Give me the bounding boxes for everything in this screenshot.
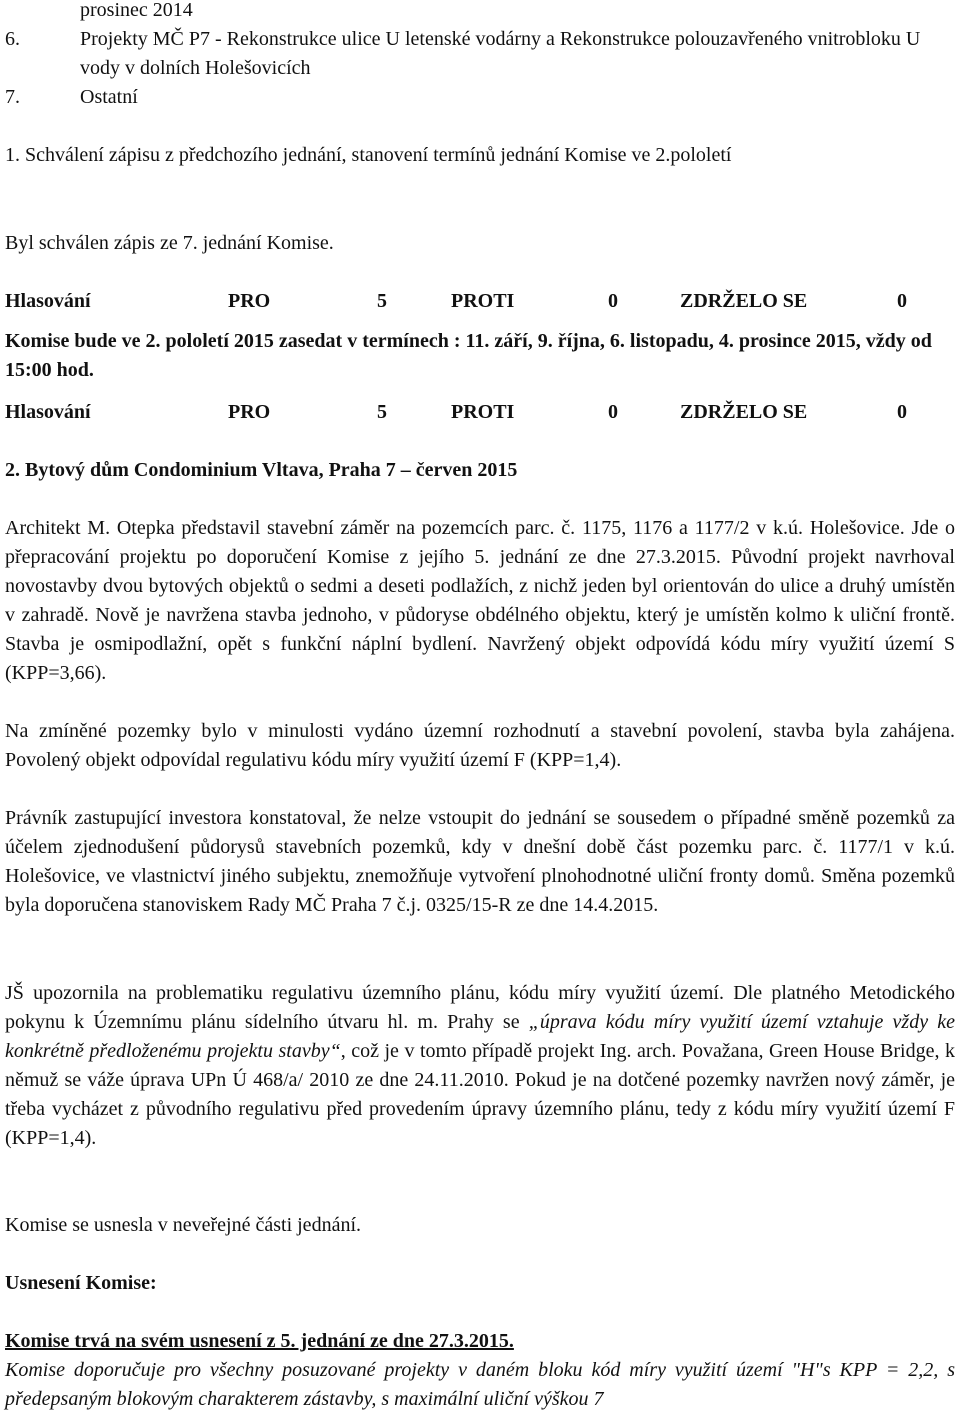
agenda-item-number: 6. xyxy=(5,28,20,50)
paragraph-lawyer: Právník zastupující investora konstatoval, že nelze vstoupit do jednání se sousedem o případné směně pozemků za účelem zjednodušení půdorysů stavebních pozemků, kdy v dnešní době část pozemku parc. č. 1177/1 v k.ú. Holešovice, ve vlastnictví jiného subjektu, znemožňuje vytvoření plnohodnotné uliční fronty domů. Směna pozemků byla doporučena stanoviskem Rady MČ Praha 7 č.j. 0325/15-R ze dne 14.4.2015. xyxy=(5,807,955,916)
schedule-paragraph: Komise bude ve 2. pololetí 2015 zasedat v termínech : 11. září, 9. října, 6. listopadu, 4. prosince 2015, vždy od 15:00 hod. xyxy=(5,330,932,381)
vote-row-2 xyxy=(5,398,955,427)
vote-label: Hlasování xyxy=(5,401,91,423)
agenda-item-text: Projekty MČ P7 - Rekonstrukce ulice U letenské vodárny a Rekonstrukce polouzavřeného vnitrobloku U vody v dolních Holešovicích xyxy=(80,28,921,79)
vote-pro-count: 5 xyxy=(377,401,387,423)
agenda-item-number: 7. xyxy=(5,86,20,108)
vote-proti-label: PROTI xyxy=(451,401,515,423)
vote-zdrzelo-label: ZDRŽELO SE xyxy=(680,401,808,423)
agenda-continuation xyxy=(5,0,955,25)
paragraph-closed-session: Komise se usnesla v neveřejné části jednání. xyxy=(5,1214,361,1236)
section-1-heading: 1. Schválení zápisu z předchozího jednání, stanovení termínů jednání Komise ve 2.pololetí xyxy=(5,144,732,166)
vote-pro-count: 5 xyxy=(377,290,387,312)
vote-pro-label: PRO xyxy=(228,401,271,423)
agenda-continuation-text: prosinec 2014 xyxy=(80,0,193,21)
agenda-item-7 xyxy=(5,83,955,112)
paragraph-architect: Architekt M. Otepka představil stavební záměr na pozemcích parc. č. 1175, 1176 a 1177/2 v k.ú. Holešovice. Jde o přepracování projektu po doporučení Komise z jejího 5. jednání ze dne 27.3.2015. Původní projekt navrhoval novostavby dvou bytových objektů o sedmi a deseti podlažích, z nichž jeden byl orientován do ulice a druhý umístěn v zahradě. Nově je navržena stavba jednoho, v půdoryse obdélného objektu, který je umístěn kolmo k uliční frontě. Stavba je osmipodlažní, opět s funkční náplní bydlení. Navržený objekt odpovídá kódu míry využití území S (KPP=3,66). xyxy=(5,517,955,684)
approval-note: Byl schválen zápis ze 7. jednání Komise. xyxy=(5,232,334,254)
resolution-statement: Komise trvá na svém usnesení z 5. jednání ze dne 27.3.2015. xyxy=(5,1330,514,1352)
vote-proti-label: PROTI xyxy=(451,290,515,312)
agenda-item-6 xyxy=(5,25,955,83)
regulation-quote: „úprava kódu míry využití území vztahuje vždy ke konkrétně předloženému projektu stavby“ xyxy=(5,1011,955,1062)
vote-proti-count: 0 xyxy=(608,290,618,312)
agenda-item-text: Ostatní xyxy=(80,86,138,108)
vote-row-1 xyxy=(5,287,955,316)
paragraph-js-remark: JŠ upozornila na problematiku regulativu územního plánu, kódu míry využití území. Dle platného Metodického pokynu k Územnímu plánu sídelního útvaru hl. m. Prahy se „úprava kódu míry využití území vztahuje vždy ke konkrétně předloženému projektu stavby“, což je v tomto případě projekt Ing. arch. Považana, Green House Bridge, k němuž se váže úprava UPn Ú 468/a/ 2010 ze dne 24.11.2010. Pokud je na dotčené pozemky navržen nový záměr, je třeba vycházet z původního regulativu před provedením úpravy územního plánu, tedy z kódu míry využití území F (KPP=1,4). xyxy=(5,982,955,1149)
paragraph-permit: Na zmíněné pozemky bylo v minulosti vydáno územní rozhodnutí a stavební povolení, stavba byla zahájena. Povolený objekt odpovídal regulativu kódu míry využití území F (KPP=1,4). xyxy=(5,720,955,771)
vote-zdrzelo-count: 0 xyxy=(897,290,907,312)
vote-proti-count: 0 xyxy=(608,401,618,423)
vote-zdrzelo-label: ZDRŽELO SE xyxy=(680,290,808,312)
resolution-recommendation: Komise doporučuje pro všechny posuzované projekty v daném bloku kód míry využití území "H"s KPP = 2,2, s předepsaným blokovým charakterem zástavby, s maximální uliční výškou 7 xyxy=(5,1359,955,1410)
agenda-list xyxy=(5,0,955,112)
section-2-heading: 2. Bytový dům Condominium Vltava, Praha 7 – červen 2015 xyxy=(5,459,518,481)
resolution-label: Usnesení Komise: xyxy=(5,1272,157,1294)
vote-pro-label: PRO xyxy=(228,290,271,312)
vote-zdrzelo-count: 0 xyxy=(897,401,907,423)
vote-label: Hlasování xyxy=(5,290,91,312)
